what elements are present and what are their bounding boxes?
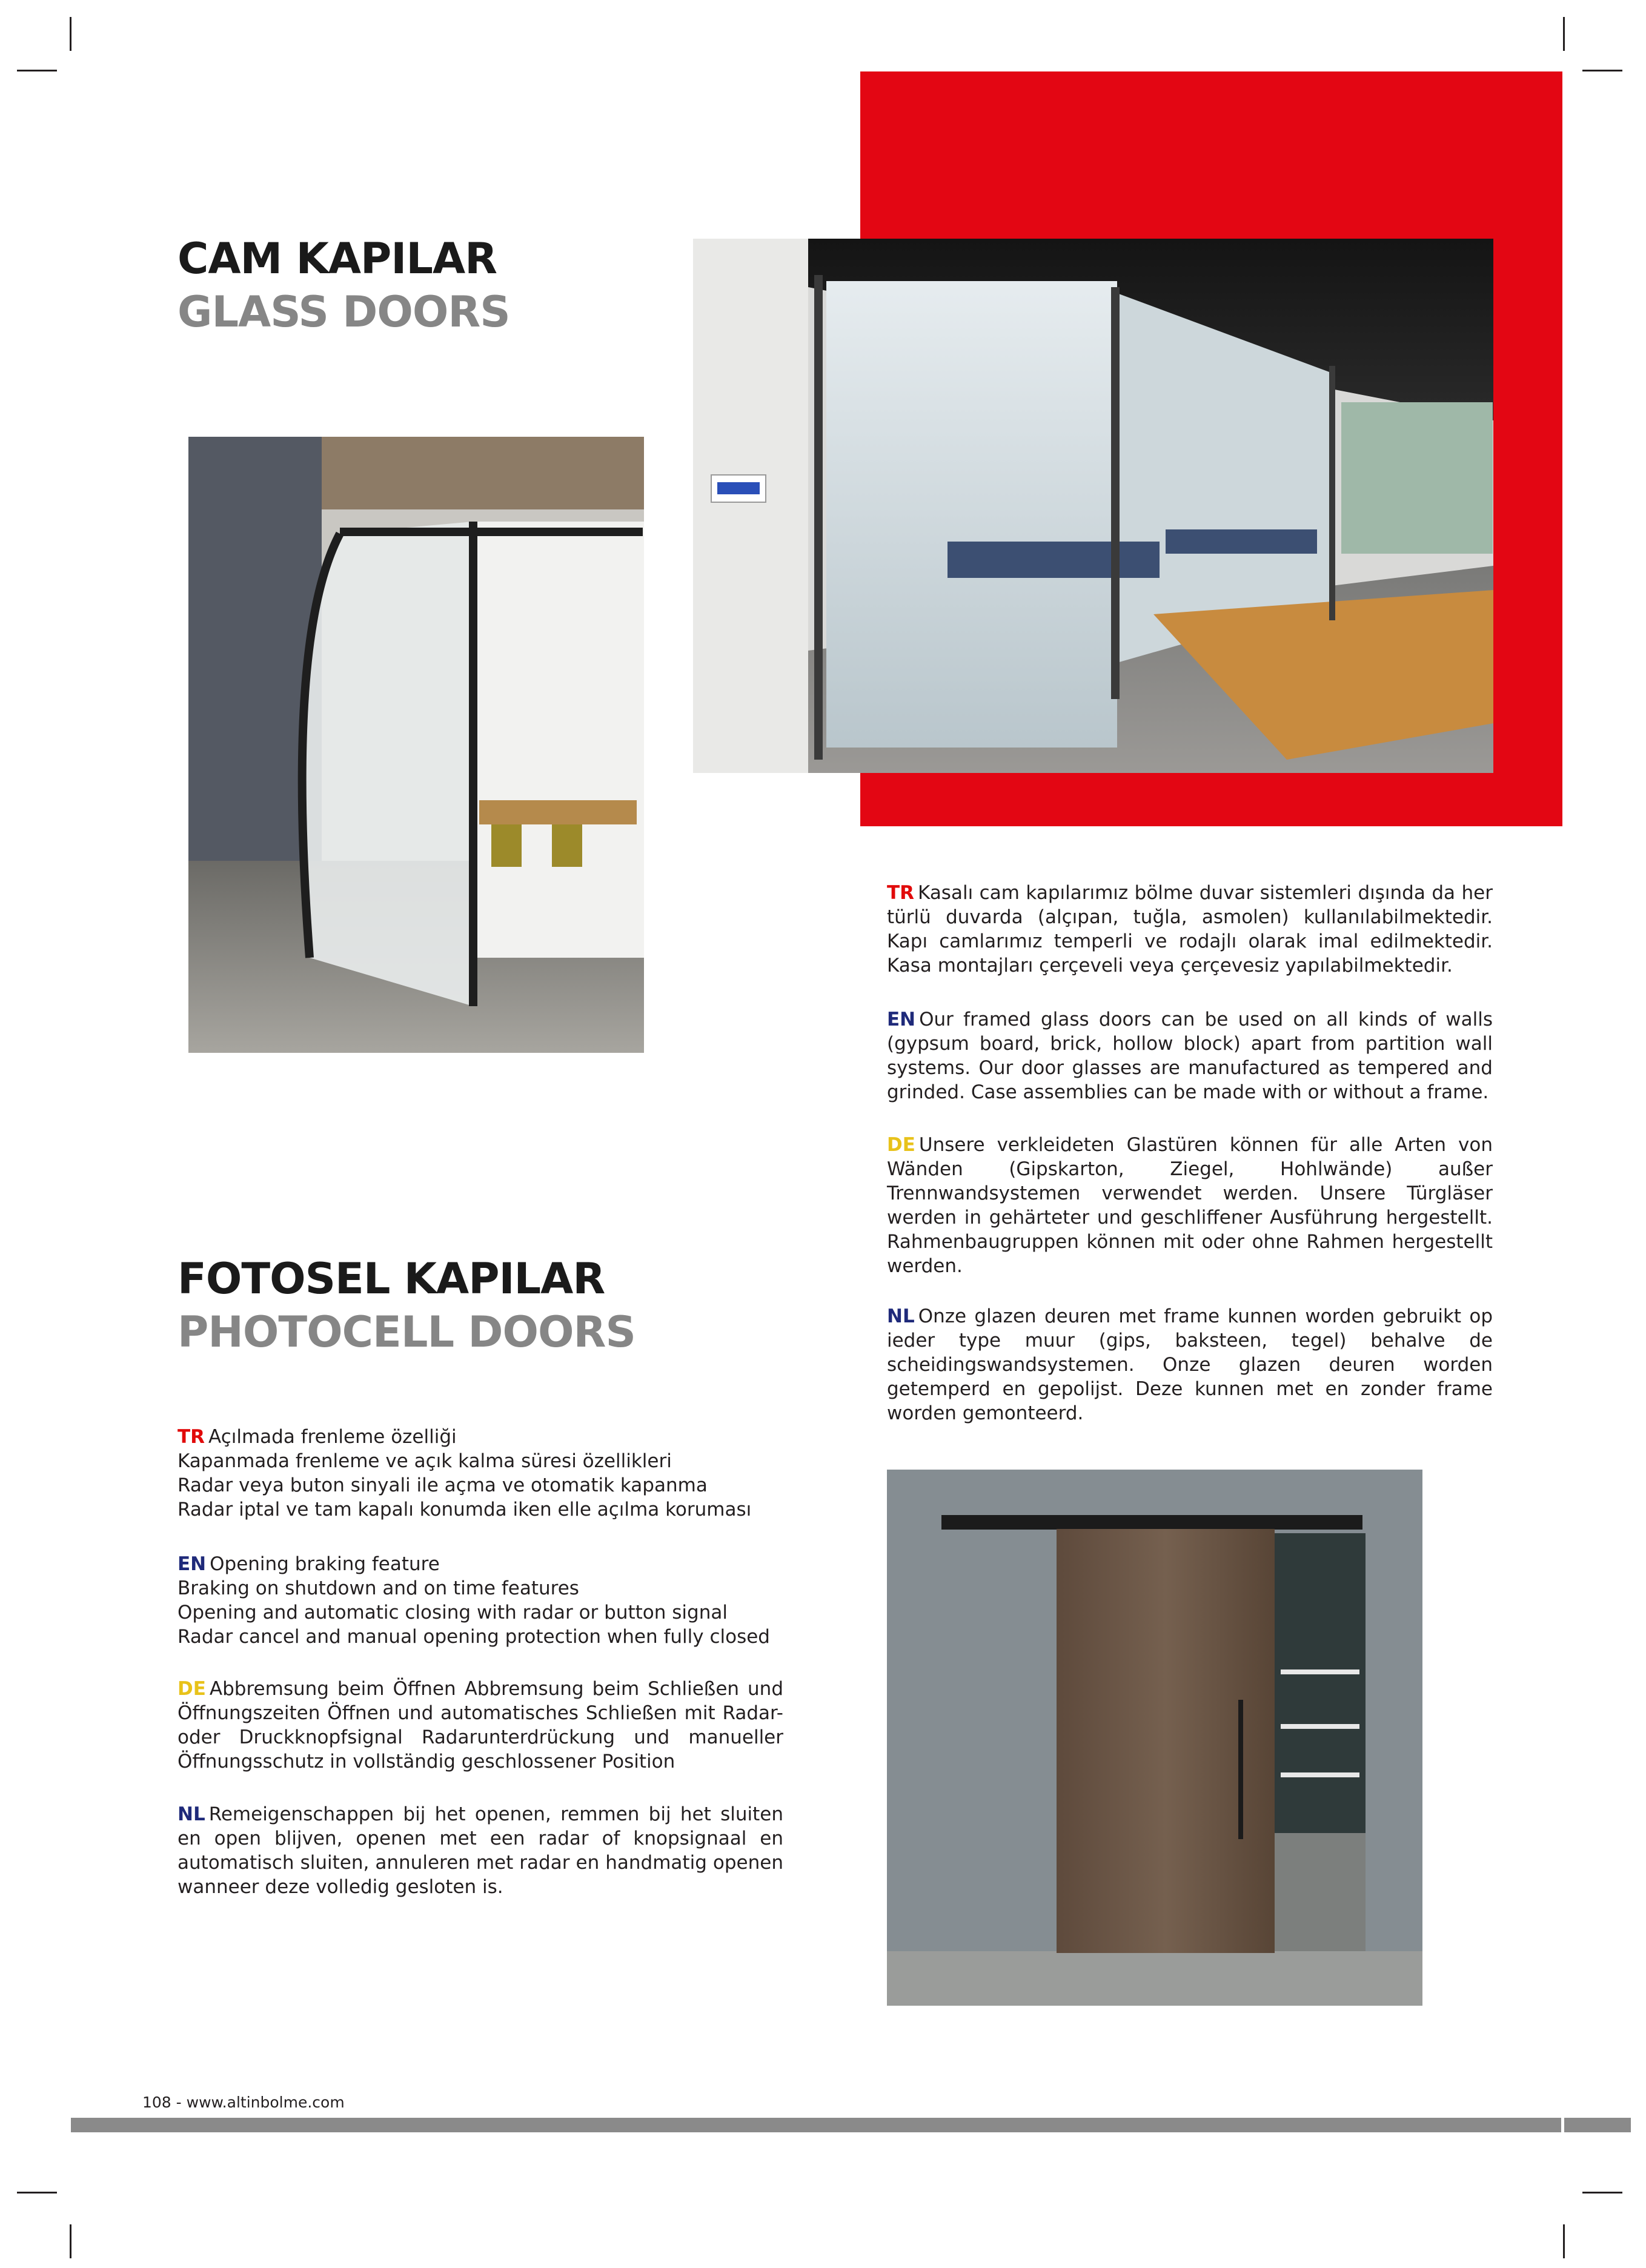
lang-code-tr: TR	[887, 882, 915, 904]
photocell-tr-line-3: Radar veya buton sinyali ile açma ve otomatik kapanma	[178, 1474, 708, 1496]
glass-doors-tr-text: Kasalı cam kapılarımız bölme duvar sistemleri dışında da her türlü duvarda (alçıpan, tuğla, asmolen) kullanılabilmektedir. Kapı camlarımız temperli ve rodajlı olarak imal edilmektedir. Kasa montajları çerçeveli veya çerçevesiz yapılabilmektedir.	[887, 882, 1493, 976]
crop-mark-top-right-h	[1582, 70, 1622, 71]
glass-doors-nl-paragraph	[887, 1304, 1493, 1425]
photocell-en-line-3: Opening and automatic closing with radar or button signal	[178, 1602, 728, 1623]
photocell-nl-paragraph	[178, 1802, 783, 1899]
footer-bar	[71, 2118, 1561, 2132]
crop-mark-bottom-left-h	[17, 2192, 57, 2193]
lang-code-de: DE	[178, 1678, 206, 1700]
glass-doors-title-tr: CAM KAPILAR	[178, 234, 497, 284]
photocell-nl-text: Remeigenschappen bij het openen, remmen bij het sluiten en open blijven, openen met een radar of knopsignaal en automatisch sluiten, annuleren met radar en handmatig openen wanneer deze volledig gesloten is.	[178, 1803, 783, 1898]
lang-code-tr: TR	[178, 1426, 205, 1448]
photocell-tr-line-2: Kapanmada frenleme ve açık kalma süresi özellikleri	[178, 1450, 672, 1472]
photocell-de-text: Abbremsung beim Öffnen Abbremsung beim Schließen und Öffnungszeiten Öffnen und automatisches Schließen mit Radar- oder Druckknopfsignal Radarunterdrückung und manueller Öffnungsschutz in vollständig geschlossener Position	[178, 1678, 783, 1772]
lang-code-en: EN	[178, 1553, 207, 1575]
glass-doors-title-en: GLASS DOORS	[178, 287, 510, 337]
glass-doors-nl-text: Onze glazen deuren met frame kunnen worden gebruikt op ieder type muur (gips, baksteen, tegel) behalve de scheidingswandsystemen. Onze glazen deuren worden getemperd en gepolijst. Deze kunnen met en zonder frame worden gemonteerd.	[887, 1305, 1493, 1424]
crop-mark-top-right-v	[1563, 17, 1565, 51]
lang-code-nl: NL	[178, 1803, 205, 1825]
office-glass-partition-photo	[693, 239, 1493, 773]
photocell-de-paragraph	[178, 1677, 783, 1774]
photocell-doors-title-en: PHOTOCELL DOORS	[178, 1307, 636, 1357]
crop-mark-top-left-h	[17, 70, 57, 71]
crop-mark-bottom-right-v	[1563, 2224, 1565, 2258]
footer-bar-right	[1564, 2118, 1631, 2132]
glass-doors-en-paragraph	[887, 1007, 1493, 1104]
photocell-tr-block	[178, 1425, 783, 1522]
photocell-en-line-1: Opening braking feature	[210, 1553, 440, 1575]
glass-doors-de-text: Unsere verkleideten Glastüren können für alle Arten von Wänden (Gipskarton, Ziegel, Hohlwände) außer Trennwandsystemen verwendet werden. Unsere Türgläser werden in gehärteter und geschliffener Ausführung hergestellt. Rahmenbaugruppen können mit oder ohne Rahmen hergestellt werden.	[887, 1134, 1493, 1277]
glass-doors-heading	[178, 232, 510, 339]
photocell-doors-title-tr: FOTOSEL KAPILAR	[178, 1254, 605, 1304]
crop-mark-bottom-right-h	[1582, 2192, 1622, 2193]
crop-mark-bottom-left-v	[70, 2224, 71, 2258]
crop-mark-top-left-v	[70, 17, 71, 51]
lang-code-nl: NL	[887, 1305, 915, 1327]
glass-doors-tr-paragraph	[887, 881, 1493, 978]
lang-code-de: DE	[887, 1134, 915, 1156]
footer-page-reference: 108 - www.altinbolme.com	[142, 2094, 345, 2111]
photocell-en-line-2: Braking on shutdown and on time features	[178, 1577, 579, 1599]
photocell-tr-line-4: Radar iptal ve tam kapalı konumda iken elle açılma koruması	[178, 1499, 752, 1520]
wooden-sliding-door-photo	[887, 1470, 1422, 2006]
lang-code-en: EN	[887, 1009, 916, 1030]
curved-glass-meeting-room-photo	[188, 437, 644, 1053]
photocell-en-line-4: Radar cancel and manual opening protection when fully closed	[178, 1626, 770, 1648]
glass-doors-en-text: Our framed glass doors can be used on all kinds of walls (gypsum board, brick, hollow block) apart from partition wall systems. Our door glasses are manufactured as tempered and grinded. Case assemblies can be made with or without a frame.	[887, 1009, 1493, 1103]
photocell-en-block	[178, 1552, 783, 1649]
glass-doors-de-paragraph	[887, 1133, 1493, 1278]
photocell-doors-heading	[178, 1252, 636, 1359]
photocell-tr-line-1: Açılmada frenleme özelliği	[208, 1426, 457, 1448]
